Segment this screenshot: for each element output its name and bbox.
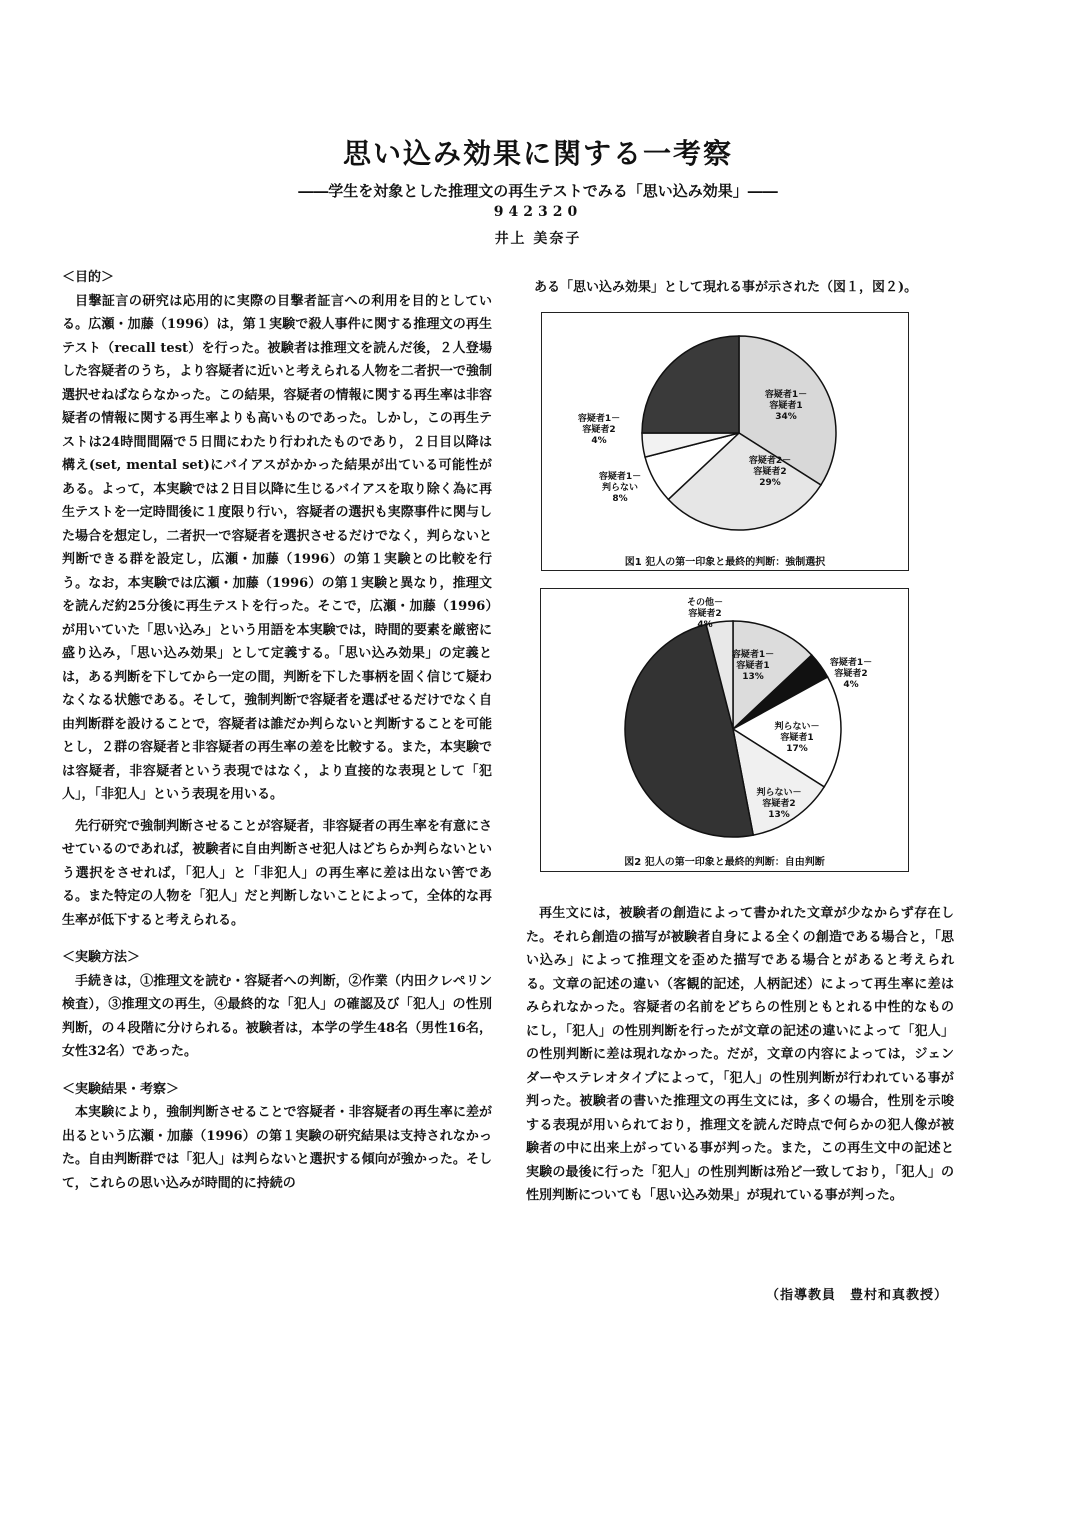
method-paragraph: 手続きは，①推理文を読む・容疑者への判断，②作業（内田クレペリン検査），③推理文の再生，④最終的な「犯人」の確認及び「犯人」の性別判断，の４段階に分けられる。被験者は，本学の学生48名（男性16名，女性32名）であった。 [62, 973, 492, 1059]
paper-title: 思い込み効果に関する一考察 [342, 137, 733, 170]
paper-subtitle: ――学生を対象とした推理文の再生テストでみる「思い込み効果」―― [298, 182, 778, 200]
pie-label-6: その他－容疑者2 4% [686, 598, 724, 630]
pie-label-4: 容疑者1－容疑者2 4% [577, 414, 621, 446]
figure-1-pie-chart [542, 313, 908, 553]
pie-label-2: 容疑者1－容疑者2 4% [829, 658, 873, 690]
pie-slice-5 [642, 336, 739, 433]
method-heading: ＜実験方法＞ [62, 950, 141, 965]
supervisor-note: （指導教員 豊村和真教授） [766, 1288, 949, 1303]
figure-1-caption: 図1 犯人の第一印象と最終的判断：強制選択 [624, 557, 826, 568]
pie-label-3: 判らない－容疑者1 17% [774, 722, 820, 754]
figure-1 [541, 312, 909, 571]
results-paragraph-1-continued: ある「思い込み効果」として現れる事が示された（図１，図２)。 [534, 280, 918, 295]
purpose-heading: ＜目的＞ [62, 270, 115, 285]
pie-label-1: 容疑者1－容疑者1 13% [731, 650, 775, 682]
pie-label-2: 容疑者2－容疑者2 29% [748, 456, 792, 488]
results-paragraph-2: 再生文には，被験者の創造によって書かれた文章が少なからず存在した。それら創造の描写が被験者自身による全くの創造である場合と，「思い込み」によって推理文を歪めた描写である場合とがあると考えられる。文章の記述の違い（客観的記述，人柄記述）によって再生率に差はみられなかった。容疑者の名前をどちらの性別ともとれる中性的なものにし，「犯人」の性別判断を行ったが文章の記述の違いによって「犯人」の性別判断に差は現れなかった。だが，文章の内容によっては，ジェンダーやステレオタイプによって，「犯人」の性別判断が行われている事が判った。被験者の書いた推理文の再生文には，多くの場合，性別を示唆する表現が用いられており，推理文を読んだ時点で何らかの犯人像が被験者の中に出来上がっている事が判った。また，この再生文中の記述と実験の最後に行った「犯人」の性別判断は殆ど一致しており，「犯人」の性別判断についても「思い込み効果」が現れている事が判った。 [526, 906, 954, 1203]
left-column [62, 266, 492, 1195]
figure-2-caption: 図2 犯人の第一印象と最終的判断：自由判断 [624, 857, 825, 868]
pie-label-1: 容疑者1－容疑者1 34% [764, 390, 808, 422]
right-column-bottom [526, 902, 954, 1208]
right-column-top [534, 276, 954, 300]
figure-2-pie-chart [541, 589, 908, 853]
results-heading: ＜実験結果・考察＞ [62, 1081, 180, 1097]
figure-2 [540, 588, 909, 872]
pie-label-4: 判らない－容疑者2 13% [756, 788, 802, 820]
author-name: 井上 美奈子 [494, 231, 582, 247]
purpose-paragraph-2: 先行研究で強制判断させることが容疑者，非容疑者の再生率を有意にさせているのであれば，被験者に自由判断させ犯人はどちらか判らないという選択をさせれば，「犯人」と「非犯人」の再生率に差は出ない筈である。また特定の人物を「犯人」だと判断しないことによって，全体的な再生率が低下すると考えられる。 [62, 818, 492, 928]
purpose-paragraph-1: 目撃証言の研究は応用的に実際の目撃者証言への利用を目的としている。広瀬・加藤（1996）は，第１実験で殺人事件に関する推理文の再生テスト（recall test）を行った。被験者は推理文を読んだ後，２人登場した容疑者のうち，より容疑者に近いと考えられる人物を二者択一で強制選択せねばならなかった。この結果，容疑者の情報に関する再生率は非容疑者の情報に関する再生率よりも高いものであった。しかし，この再生テストは24時間間隔で５日間にわたり行われたものであり，２日目以降は構え(set, mental set)にバイアスがかかった結果が出ている可能性がある。よって，本実験では２日目以降に生じるバイアスを取り除く為に再生テストを一定時間後に１度限り行い，容疑者の選択も実際事件に関与した場合を想定し，二者択一で容疑者を選択させるだけでなく，判らないと判断できる群を設定し，広瀬・加藤（1996）の第１実験との比較を行う。なお，本実験では広瀬・加藤（1996）の第１実験と異なり，推理文を読んだ約25分後に再生テストを行った。そこで，広瀬・加藤（1996）が用いていた「思い込み」という用語を本実験では，時間的要素を厳密に盛り込み，「思い込み効果」として定義する。「思い込み効果」の定義とは，ある判断を下してから一定の間，判断を下した事柄を固く信じて疑わなくなる状態である。そして，強制判断で容疑者を選ばせるだけでなく自由判断群を設けることで，容疑者は誰だか判らないと判断することを可能とし，２群の容疑者と非容疑者の再生率の差を比較する。また，本実験では容疑者，非容疑者という表現ではなく，より直接的な表現として「犯人」，「非犯人」という表現を用いる。 [62, 293, 492, 802]
student-id: 942320 [493, 204, 583, 220]
results-paragraph-1: 本実験により，強制判断させることで容疑者・非容疑者の再生率に差が出るという広瀬・加藤（1996）の第１実験の研究結果は支持されなかった。自由判断群では「犯人」は判らないと選択する傾向が強かった。そして，これらの思い込みが時間的に持続の [62, 1105, 492, 1191]
pie-label-3: 容疑者1－判らない 8% [598, 472, 642, 504]
